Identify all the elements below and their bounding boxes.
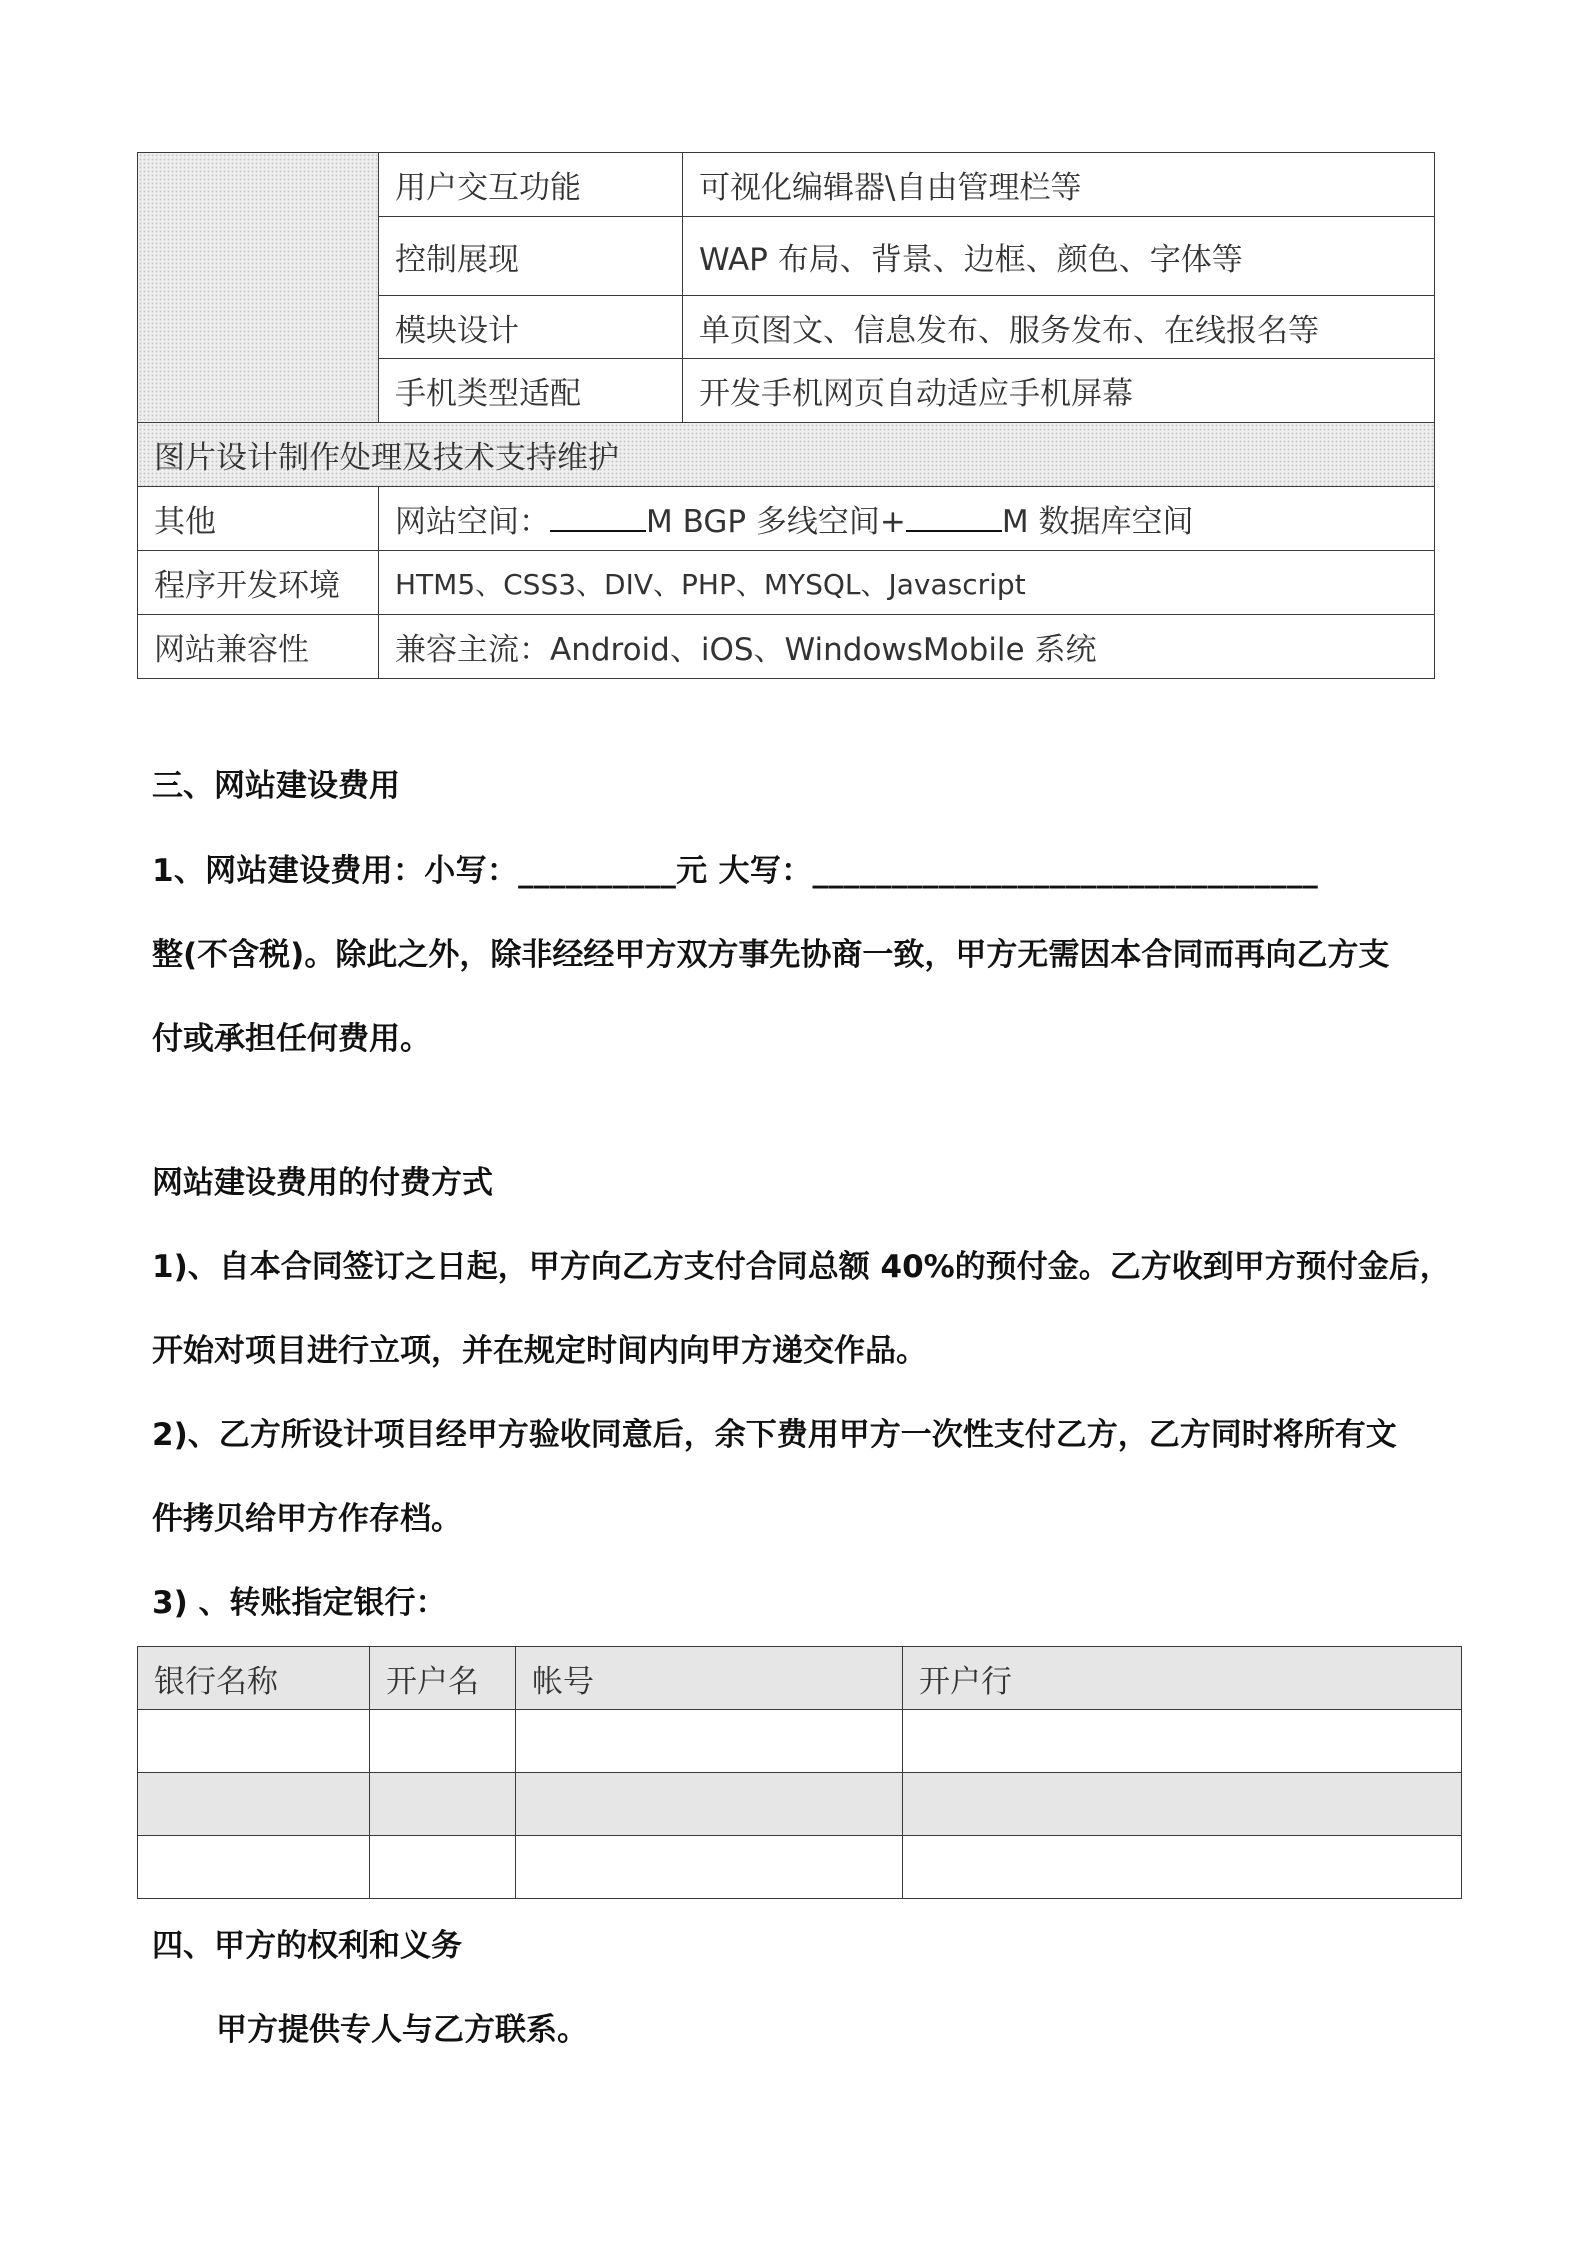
bank-cell[interactable]: [903, 1836, 1462, 1899]
bank-cell[interactable]: [516, 1710, 903, 1773]
section3-heading: 三、网站建设费用: [152, 768, 400, 804]
section4-heading: 四、甲方的权利和义务: [152, 1928, 462, 1964]
bank-cell[interactable]: [903, 1773, 1462, 1836]
bank-cell[interactable]: [138, 1836, 370, 1899]
bank-header-account-number: 帐号: [516, 1647, 903, 1710]
fee-line-3: 付或承担任何费用。: [152, 1021, 431, 1057]
payment-item-1-line-2: 开始对项目进行立项，并在规定时间内向甲方递交作品。: [152, 1333, 927, 1369]
spec-label: 手机类型适配: [379, 359, 683, 423]
bank-header-branch: 开户行: [903, 1647, 1462, 1710]
other-mid: M BGP 多线空间+: [646, 504, 906, 540]
compat-label: 网站兼容性: [138, 615, 379, 679]
bank-header-account-name: 开户名: [370, 1647, 516, 1710]
fee-line-2: 整(不含税)。除此之外，除非经经甲方双方事先协商一致，甲方无需因本合同而再向乙方支: [152, 937, 1390, 973]
other-value: [379, 487, 1435, 551]
spec-value: WAP 布局、背景、边框、颜色、字体等: [683, 217, 1435, 296]
bank-cell[interactable]: [370, 1710, 516, 1773]
bank-cell[interactable]: [370, 1773, 516, 1836]
spec-value: 开发手机网页自动适应手机屏幕: [683, 359, 1435, 423]
image-support-cell: 图片设计制作处理及技术支持维护: [138, 423, 1435, 487]
payment-item-2-line-2: 件拷贝给甲方作存档。: [152, 1501, 462, 1537]
merged-empty-cell: [138, 153, 379, 423]
spec-value: 单页图文、信息发布、服务发布、在线报名等: [683, 296, 1435, 359]
env-label: 程序开发环境: [138, 551, 379, 615]
fee-line: 1、网站建设费用：小写：__________元 大写：________________________________: [152, 853, 1319, 889]
spec-label: 模块设计: [379, 296, 683, 359]
spec-table: [137, 152, 1435, 679]
spec-label: 控制展现: [379, 217, 683, 296]
env-value: HTM5、CSS3、DIV、PHP、MYSQL、Javascript: [379, 551, 1435, 615]
bank-cell[interactable]: [138, 1773, 370, 1836]
payment-item-2-line-1: 2)、乙方所设计项目经甲方验收同意后，余下费用甲方一次性支付乙方，乙方同时将所有文: [152, 1417, 1397, 1453]
other-prefix: 网站空间：: [395, 504, 550, 540]
bank-cell[interactable]: [516, 1773, 903, 1836]
bank-header-name: 银行名称: [138, 1647, 370, 1710]
spec-label: 用户交互功能: [379, 153, 683, 217]
other-label: 其他: [138, 487, 379, 551]
section4-line-1: 甲方提供专人与乙方联系。: [216, 2012, 588, 2048]
bank-cell[interactable]: [138, 1710, 370, 1773]
payment-item-3: 3) 、转账指定银行：: [152, 1585, 447, 1621]
db-blank: [906, 508, 1002, 532]
other-suffix: M 数据库空间: [1001, 504, 1194, 540]
bank-cell[interactable]: [370, 1836, 516, 1899]
space-blank: [550, 508, 646, 532]
payment-item-1-line-1: 1)、自本合同签订之日起，甲方向乙方支付合同总额 40%的预付金。乙方收到甲方预付金后，: [152, 1249, 1451, 1285]
compat-value: 兼容主流：Android、iOS、WindowsMobile 系统: [379, 615, 1435, 679]
bank-table: [137, 1646, 1462, 1899]
payment-heading: 网站建设费用的付费方式: [152, 1165, 493, 1201]
bank-cell[interactable]: [903, 1710, 1462, 1773]
spec-value: 可视化编辑器\自由管理栏等: [683, 153, 1435, 217]
bank-cell[interactable]: [516, 1836, 903, 1899]
